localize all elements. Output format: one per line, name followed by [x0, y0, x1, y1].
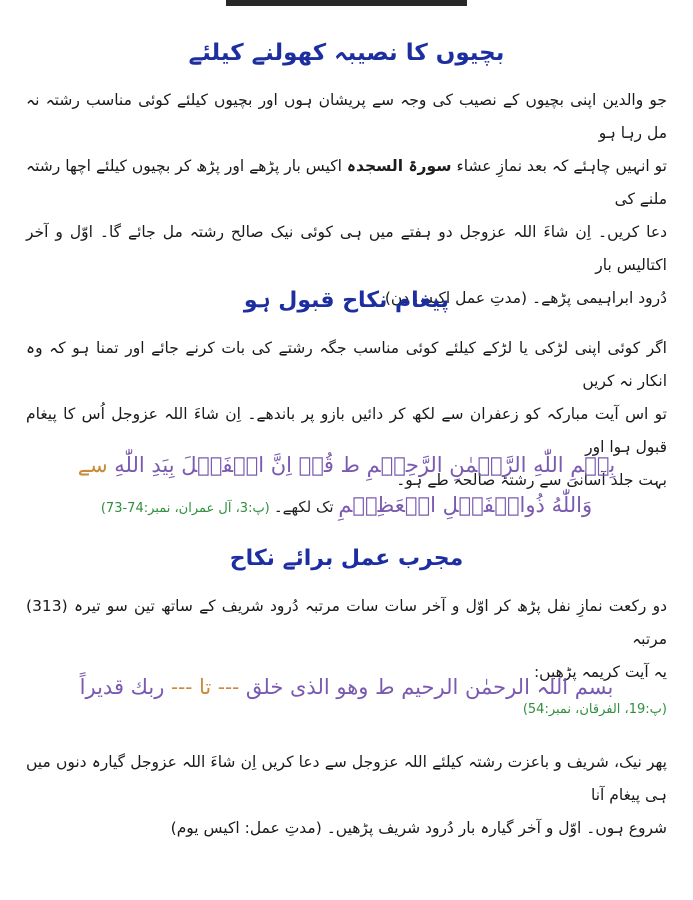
- verse-line-1: [26, 448, 667, 482]
- surah-name: سورۃ السجدہ: [346, 157, 452, 175]
- body-line: شروع ہوں۔ اوّل و آخر گیارہ بار دُرود شریف پڑھیں۔ (مدتِ عمل: اکیس یوم): [170, 819, 667, 837]
- body-line: دو رکعت نمازِ نفل پڑھ کر اوّل و آخر سات سات مرتبہ دُرود شریف کے ساتھ تین سو تیرہ (313) مرتبہ: [26, 597, 667, 648]
- body-line: پھر نیک، شریف و باعزت رشتہ کیلئے اللہ عزوجل سے دعا کریں اِن شاءَ اللہ عزوجل گیارہ دنوں میں ہی پیغام آنا: [26, 753, 667, 804]
- section-body-proven-practice: [26, 590, 667, 681]
- verse-connector: سے: [77, 453, 115, 477]
- section-title-nikah-proposal: پیغام نکاح قبول ہو: [243, 288, 450, 313]
- body-line: بہت جلد آسانی سے رشتۂ صالحہ طے ہو۔: [396, 471, 667, 489]
- body-line: دعا کریں۔ اِن شاءَ اللہ عزوجل دو ہفتے میں ہی کوئی نیک صالح رشتہ مل جائے گا۔ اوّل و آخر اکتالیس بار: [26, 223, 667, 274]
- verse-text: ربك قديراً: [79, 675, 165, 699]
- section-title-proven-practice: مجرب عمل برائے نکاح: [229, 546, 464, 571]
- verse-reference: (پ:19، الفرقان، نمبر:54): [522, 702, 667, 717]
- body-line: تو اس آیت مبارکہ کو زعفران سے لکھ کر دائیں بازو پر باندھے۔ اِن شاءَ اللہ عزوجل اُس کا پیغام قبول ہوا اور: [26, 405, 667, 456]
- section-title-daughters-fortune: بچیوں کا نصیبہ کھولنے کیلئے: [188, 40, 505, 66]
- verse-text: بسم اللہ الرحمٰن الرحیم ط وھو الذی خلق: [245, 675, 614, 699]
- verse-reference: (پ:3، آل عمران، نمبر:74-73): [100, 501, 274, 516]
- verse-line-2: [26, 488, 667, 526]
- body-line: اگر کوئی اپنی لڑکی یا لڑکے کیلئے کوئی مناسب جگہ رشتے کی بات کرنے جائے اور تمنا ہو کہ وہ انکار نہ کریں: [26, 339, 667, 390]
- verse-connector: --- تا ---: [164, 675, 246, 699]
- top-cut-off-text: [226, 0, 467, 12]
- verse-instruction: تک لکھے۔: [273, 498, 339, 516]
- verse-text: بِسۡمِ اللّٰهِ الرَّحۡمٰنِ الرَّحِيۡمِ ط قُلۡ اِنَّ الۡفَضۡلَ بِيَدِ اللّٰهِ: [114, 453, 616, 477]
- body-line: [26, 150, 667, 216]
- body-line: یہ آیت کریمہ پڑھیں:: [533, 663, 667, 681]
- quran-verse-block: [26, 448, 667, 532]
- section-body-closing: [26, 746, 667, 837]
- quran-verse-block-2: [26, 670, 667, 736]
- verse-text: وَاللّٰهُ ذُوالۡفَضۡلِ الۡعَظِيۡمِ: [338, 493, 593, 517]
- verse-line-3: [26, 670, 667, 704]
- body-text: اکیس بار پڑھے اور پڑھ کر بچیوں کیلئے اچھا رشتہ ملنے کی: [26, 157, 667, 208]
- body-line: دُرود ابراہیمی پڑھے۔ (مدتِ عمل اکیس دن): [384, 289, 667, 307]
- body-text: تو انہیں چاہئے کہ بعد نمازِ عشاء: [451, 157, 667, 175]
- body-line: جو والدین اپنی بچیوں کے نصیب کی وجہ سے پریشان ہوں اور بچیوں کیلئے کوئی مناسب رشتہ نہ مل رہا ہو: [26, 91, 667, 142]
